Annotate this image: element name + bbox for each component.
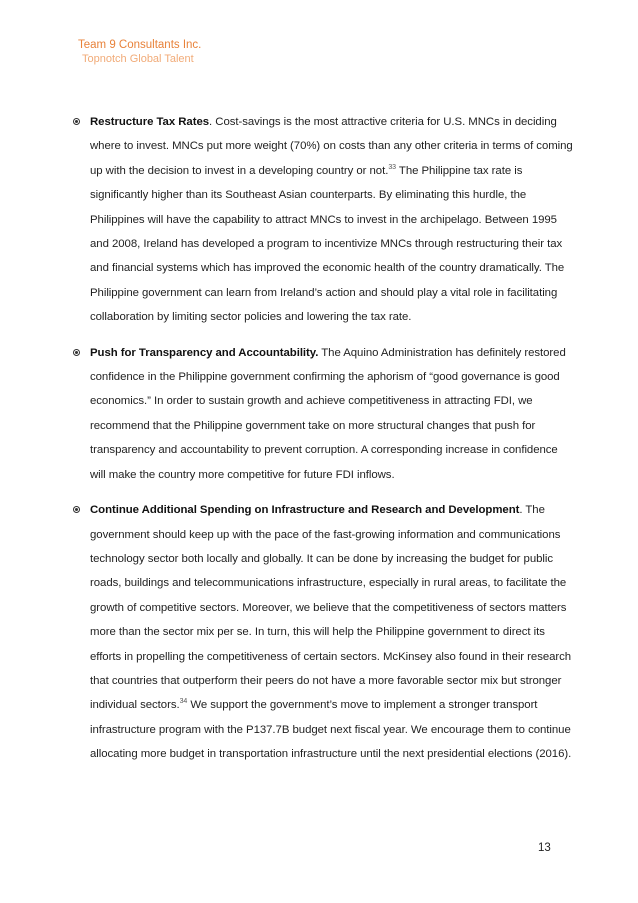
item-title: Push for Transparency and Accountability. <box>90 346 319 359</box>
list-item <box>73 341 573 487</box>
footnote-ref: 33 <box>388 164 396 172</box>
item-text: The Philippine tax rate is significantly higher than its Southeast Asian counterparts. By eliminating this hurdle, the Philippines will have the capability to attract MNCs to invest in the archipelago. Between 1995 and 2008, Ireland has developed a program to incentivize MNCs through restructuring their tax and financial systems which has improved the economic health of the country dramatically. The Philippine government can learn from Ireland’s action and should play a vital role in facilitating collaboration by limiting sector policies and lowering the tax rate. <box>90 164 565 324</box>
page-header <box>78 38 201 66</box>
item-text: Cost-savings is the most attractive criteria for U.S. MNCs in deciding where to invest. MNCs put more weight (70%) on costs than any other criteria in terms of coming up with the decision to invest in a developing country or not. <box>90 116 573 177</box>
page-number: 13 <box>538 842 551 854</box>
item-paragraph <box>90 341 573 487</box>
item-title: Restructure Tax Rates <box>90 116 210 128</box>
item-title: Continue Additional Spending on Infrastructure and Research and Development <box>90 504 520 517</box>
company-name: Team 9 Consultants Inc. <box>78 39 202 51</box>
bullet-icon <box>73 506 80 513</box>
company-tagline: Topnotch Global Talent <box>82 53 194 65</box>
document-body <box>73 110 573 777</box>
item-paragraph: Restructure Tax Rates. Cost-savings is the most attractive criteria for U.S. MNCs in deciding where to invest. MNCs put more weight (70%) on costs than any other criteria in terms of coming up with the decision to invest in a developing country or not.$^{33}$ The Philippine tax rate is significantly higher than its Southeast Asian counterparts. By eliminating this hurdle, the Philippines will have the capability to attract MNCs to invest in the archipelago. Between 1995 and 2008, Ireland has developed a program to incentivize MNCs through restructuring their tax and financial systems which has improved the economic health of the country dramatically. The Philippine government can learn from Ireland’s action and should play a vital role in facilitating collaboration by limiting sector policies and lowering the tax rate. <box>90 116 573 324</box>
item-text: The government should keep up with the pace of the fast-growing information and communications technology sector both locally and globally. It can be done by increasing the budget for public roads, buildings and telecommunications infrastructure, especially in rural areas, to facilitate the growth of competitive sectors. Moreover, we believe that the competitiveness of sectors matters more than the sector mix per se. In turn, this will help the Philippine government to direct its efforts in propelling the competitiveness of certain sectors. McKinsey also found in their research that countries that outperform their peers do not have a more favorable sector mix but stronger individual sectors. <box>90 504 572 712</box>
item-paragraph: Continue Additional Spending on Infrastructure and Research and Development. The government should keep up with the pace of the fast-growing information and communications technology sector both locally and globally. It can be done by increasing the budget for public roads, buildings and telecommunications infrastructure, especially in rural areas, to facilitate the growth of competitive sectors. Moreover, we believe that the competitiveness of sectors matters more than the sector mix per se. In turn, this will help the Philippine government to direct its efforts in propelling the competitiveness of certain sectors. McKinsey also found in their research that countries that outperform their peers do not have a more favorable sector mix but stronger individual sectors.$^{34}$ We support the government’s move to implement a stronger transport infrastructure program with the P137.7B budget next fiscal year. We encourage them to continue allocating more budget in transportation infrastructure until the next presidential elections (2016). <box>90 504 572 761</box>
bullet-icon <box>73 118 80 125</box>
bullet-icon <box>73 349 80 356</box>
list-item <box>73 498 573 766</box>
list-item <box>73 110 573 330</box>
item-text: We support the government’s move to implement a stronger transport infrastructure program with the P137.7B budget next fiscal year. We encourage them to continue allocating more budget in transportation infrastructure until the next presidential elections (2016). <box>90 699 572 761</box>
item-text: The Aquino Administration has definitely restored confidence in the Philippine government confirming the aphorism of “good governance is good economics.” In order to sustain growth and achieve competitiveness in attracting FDI, we recommend that the Philippine government take on more structural changes that push for transparency and accountability to prevent corruption. A corresponding increase in confidence will make the country more competitive for future FDI inflows. <box>90 346 566 481</box>
footnote-ref: 34 <box>179 698 188 706</box>
